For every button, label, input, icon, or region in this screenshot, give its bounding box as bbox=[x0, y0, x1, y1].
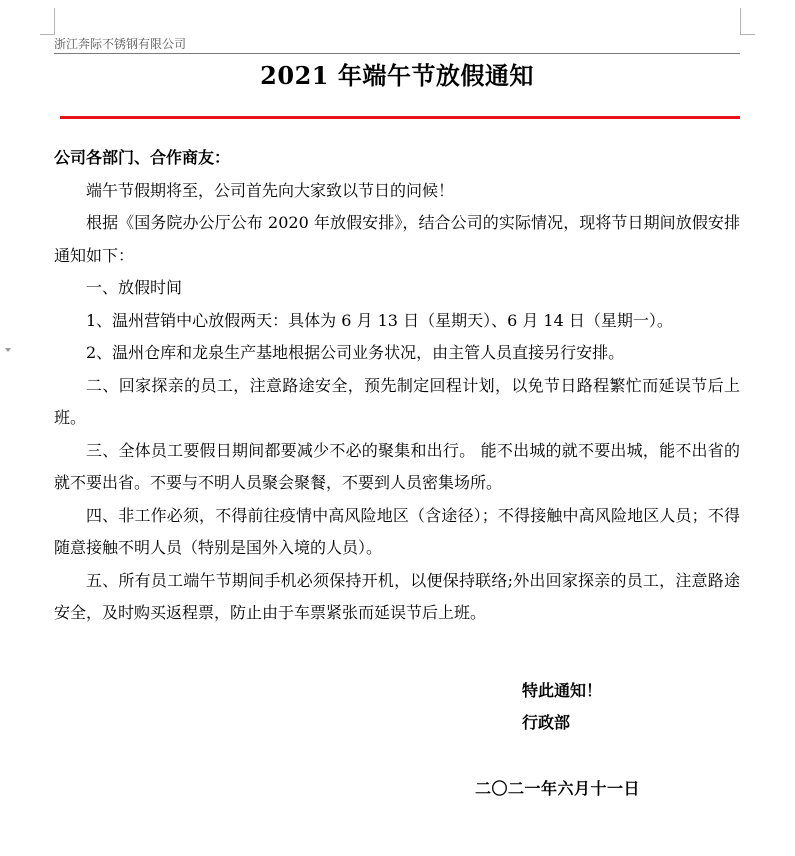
paragraph-section-1-heading: 一、放假时间 bbox=[86, 278, 183, 297]
document-body bbox=[54, 142, 740, 630]
paragraph-section-2: 二、回家探亲的员工，注意路途安全，预先制定回程计划，以免节日路程繁忙而延误节后上班。 bbox=[54, 375, 740, 427]
title-red-rule bbox=[60, 116, 740, 119]
issue-date: 二〇二一年六月十一日 bbox=[475, 779, 641, 798]
paragraph-basis: 根据《国务院办公厅公布 2020 年放假安排》，结合公司的实际情况，现将节日期间放假安排通知如下： bbox=[54, 213, 740, 265]
paragraph-section-4: 四、非工作必须，不得前往疫情中高风险地区（含途径）；不得接触中高风险地区人员；不得随意接触不明人员（特别是国外入境的人员）。 bbox=[54, 505, 740, 557]
crop-mark-top-right bbox=[740, 8, 755, 35]
paragraph-section-5: 五、所有员工端午节期间手机必须保持开机，以便保持联络;外出回家探亲的员工，注意路途安全，及时购买返程票，防止由于车票紧张而延误节后上班。 bbox=[54, 570, 740, 622]
salutation: 公司各部门、合作商友： bbox=[54, 148, 231, 167]
document-title: 2021 年端午节放假通知 bbox=[260, 61, 534, 90]
page-header bbox=[54, 36, 740, 54]
signatory: 行政部 bbox=[522, 713, 571, 732]
paragraph-section-3: 三、全体员工要假日期间都要减少不必的聚集和出行。 能不出城的就不要出城，能不出省的就不要出省。不要与不明人员聚会聚餐，不要到人员密集场所。 bbox=[54, 440, 740, 492]
margin-marker-icon bbox=[5, 348, 11, 352]
header-company-name: 浙江奔际不锈钢有限公司 bbox=[54, 37, 187, 51]
paragraph-item-1: 1、温州营销中心放假两天：具体为 6 月 13 日（星期天）、6 月 14 日（星期一）。 bbox=[86, 310, 673, 330]
closing-line: 特此通知！ bbox=[522, 681, 603, 700]
crop-mark-top-left bbox=[40, 8, 55, 35]
paragraph-item-2: 2、温州仓库和龙泉生产基地根据公司业务状况，由主管人员直接另行安排。 bbox=[86, 343, 625, 362]
paragraph-greeting: 端午节假期将至，公司首先向大家致以节日的问候！ bbox=[86, 180, 455, 200]
